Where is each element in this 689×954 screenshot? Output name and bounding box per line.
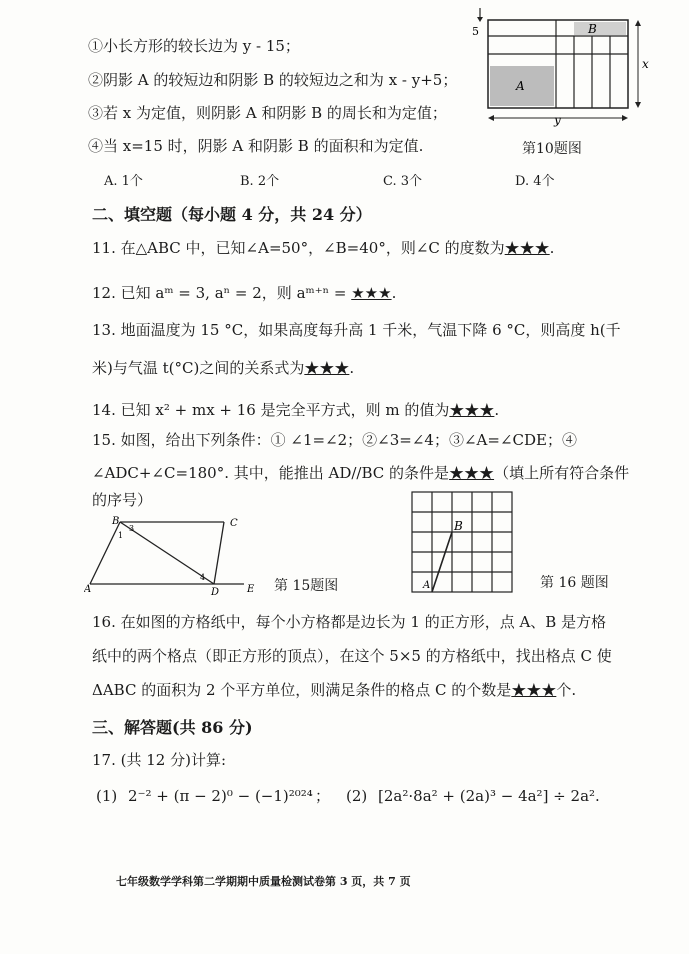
q10-option-a: A. 1个 xyxy=(104,174,143,189)
q17-part-1-expr: 2⁻² + (π − 2)⁰ − (−1)²⁰²⁴ xyxy=(128,787,313,805)
q17-part-1 xyxy=(96,786,313,806)
q15-figure xyxy=(84,514,264,596)
q13-blank: ★★★ xyxy=(304,359,350,377)
q12-end: . xyxy=(391,284,397,302)
q15-angle-3: 3 xyxy=(129,524,135,533)
page-footer: 七年级数学学科第二学期期中质量检测试卷第 3 页，共 7 页 xyxy=(116,875,411,888)
q15-label-e: E xyxy=(247,584,255,595)
section-2-title: 二、填空题（每小题 4 分，共 24 分） xyxy=(92,205,372,224)
q14 xyxy=(92,400,499,420)
q16-line-1: 16. 在如图的方格纸中，每个小方格都是边长为 1 的正方形，点 A、B 是方格 xyxy=(92,613,607,631)
q15-label-c: C xyxy=(230,518,238,529)
q11-end: . xyxy=(549,239,555,257)
q16-line-3b: 个. xyxy=(556,681,577,699)
q17-part-2-end: . xyxy=(595,787,600,805)
q15-label-b: B xyxy=(112,516,120,527)
q10-figure-caption: 第10题图 xyxy=(522,141,582,157)
section-3-title: 三、解答题(共 86 分) xyxy=(92,718,253,737)
q13-line-2 xyxy=(92,358,354,378)
q15-line-2b: （填上所有符合条件 xyxy=(494,464,630,482)
q10-fig-label-y: y xyxy=(554,113,561,127)
q14-end: . xyxy=(494,401,500,419)
q15-line-1: 15. 如图，给出下列条件：① ∠1=∠2；②∠3=∠4；③∠A=∠CDE；④ xyxy=(92,431,577,449)
q16-line-3a: ΔABC 的面积为 2 个平方单位，则满足条件的格点 C 的个数是 xyxy=(92,681,512,699)
q10-fig-label-5: 5 xyxy=(472,25,479,38)
q17-heading: 17. (共 12 分)计算: xyxy=(92,751,227,769)
q10-statement-4: ④当 x=15 时，阴影 A 和阴影 B 的面积和为定值. xyxy=(88,137,424,155)
q12 xyxy=(92,283,396,303)
q17-part-2-label: (2) xyxy=(346,787,368,805)
q10-fig-label-b: B xyxy=(588,22,597,36)
q10-statement-3: ③若 x 为定值，则阴影 A 和阴影 B 的周长和为定值； xyxy=(88,104,447,122)
q15-line-2 xyxy=(92,463,629,483)
q15-label-a: A xyxy=(84,584,92,595)
q13-end: . xyxy=(349,359,355,377)
q15-line-2a: ∠ADC+∠C=180°. 其中，能推出 AD//BC 的条件是 xyxy=(92,464,450,482)
q11-blank: ★★★ xyxy=(504,239,550,257)
q15-label-d: D xyxy=(211,587,220,596)
q10-option-d: D. 4个 xyxy=(515,174,555,189)
q10-option-b: B. 2个 xyxy=(240,174,280,189)
q15-figure-caption: 第 15题图 xyxy=(274,578,339,594)
q16-blank: ★★★ xyxy=(511,681,557,699)
q14-blank: ★★★ xyxy=(449,401,495,419)
q10-option-c: C. 3个 xyxy=(383,174,423,189)
q11-text: 11. 在△ABC 中，已知∠A=50°，∠B=40°，则∠C 的度数为 xyxy=(92,239,505,257)
q13-line-2-text: 米)与气温 t(°C)之间的关系式为 xyxy=(92,359,305,377)
q12-blank: ★★★ xyxy=(351,284,392,302)
q16-line-2: 纸中的两个格点（即正方形的顶点），在这个 5×5 的方格纸中，找出格点 C 使 xyxy=(92,647,612,665)
q12-text: 12. 已知 aᵐ = 3, aⁿ = 2，则 aᵐ⁺ⁿ = xyxy=(92,284,352,302)
q16-label-a: A xyxy=(423,580,431,591)
q11 xyxy=(92,238,554,258)
q17-part-1-label: (1) xyxy=(96,787,118,805)
q15-line-3: 的序号） xyxy=(92,491,153,509)
q14-text: 14. 已知 x² + mx + 16 是完全平方式，则 m 的值为 xyxy=(92,401,450,419)
q16-label-b: B xyxy=(454,519,463,533)
q10-figure xyxy=(470,8,650,138)
q10-statement-1: ①小长方形的较长边为 y - 15； xyxy=(88,37,300,55)
q15-blank: ★★★ xyxy=(449,464,495,482)
q17-separator: ； xyxy=(315,787,331,805)
q16-figure-caption: 第 16 题图 xyxy=(540,575,609,591)
q10-fig-label-x: x xyxy=(642,57,649,71)
q10-fig-label-a: A xyxy=(516,79,525,93)
q10-statement-2: ②阴影 A 的较短边和阴影 B 的较短边之和为 x - y+5； xyxy=(88,71,458,89)
q13-line-1: 13. 地面温度为 15 °C，如果高度每升高 1 千米，气温下降 6 °C，则高度 h(千 xyxy=(92,321,621,339)
q15-angle-1: 1 xyxy=(118,531,124,540)
q16-line-3 xyxy=(92,680,576,700)
q17-part-2 xyxy=(346,786,600,806)
q17-part-2-expr: [2a²·8a² + (2a)³ − 4a²] ÷ 2a² xyxy=(378,787,596,805)
q15-angle-4: 4 xyxy=(200,573,206,582)
q16-figure xyxy=(410,490,514,594)
